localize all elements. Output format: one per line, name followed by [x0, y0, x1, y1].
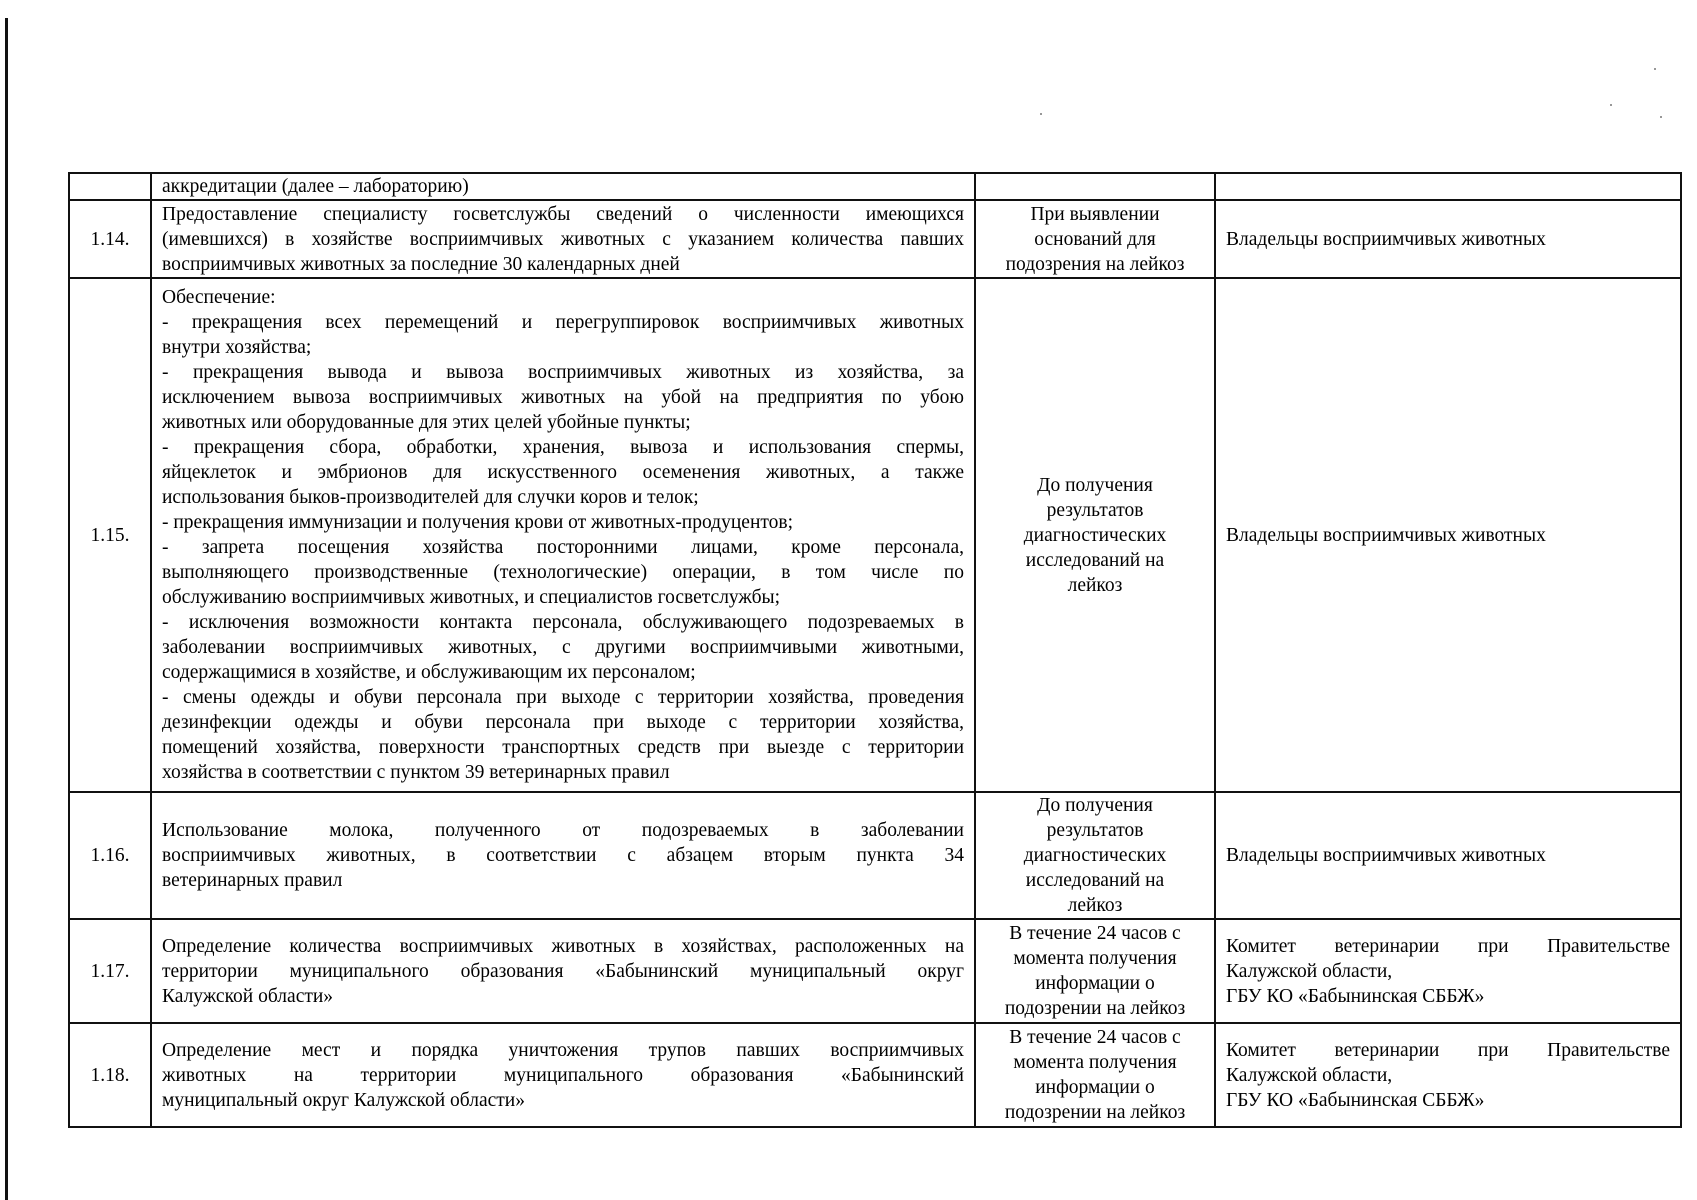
term-text-line: При выявлении: [1030, 203, 1160, 225]
action-text-line: животных на территории муниципального образования «Бабынинский: [162, 1064, 964, 1086]
action-text-line: - прекращения вывода и вывоза восприимчивых животных из хозяйства, за: [162, 362, 964, 383]
item-number: 1.14.: [69, 200, 151, 278]
action-text-line: - прекращения иммунизации и получения крови от животных-продуцентов;: [162, 512, 794, 533]
action-text-line: использования быков-производителей для случки коров и телок;: [162, 487, 699, 508]
responsible-cell: [1215, 1023, 1681, 1127]
action-text-line: (имевшихся) в хозяйстве восприимчивых животных с указанием количества павших: [162, 228, 964, 250]
item-number: 1.16.: [69, 792, 151, 919]
action-text-line: - исключения возможности контакта персонала, обслуживающего подозреваемых в: [162, 612, 964, 633]
responsible-text-line: Комитет ветеринарии при Правительстве: [1226, 1039, 1670, 1061]
action-text-line: животных или оборудованные для этих целей убойные пункты;: [162, 412, 691, 433]
term-text-line: подозрении на лейкоз: [1004, 1102, 1186, 1123]
term-text-line: информации о: [1035, 973, 1155, 994]
term-cell: [975, 792, 1215, 919]
responsible-text-line: Владельцы восприимчивых животных: [1226, 524, 1546, 546]
action-cell: [151, 278, 975, 792]
term-cell: [975, 200, 1215, 278]
action-text-line: обслуживанию восприимчивых животных, и специалистов госветслужбы;: [162, 587, 781, 608]
item-number: 1.18.: [69, 1023, 151, 1127]
responsible-text-line: Владельцы восприимчивых животных: [1226, 228, 1546, 250]
term-text-line: информации о: [1035, 1077, 1155, 1098]
term-text-line: В течение 24 часов с: [1009, 923, 1181, 944]
action-text-line: Обеспечение:: [162, 287, 276, 308]
action-text-line: ветеринарных правил: [162, 870, 343, 891]
action-text-line: Калужской области»: [162, 985, 334, 1007]
action-text-line: восприимчивых животных за последние 30 календарных дней: [162, 253, 680, 275]
action-cell: [151, 200, 975, 278]
responsible-cell: [1215, 173, 1681, 200]
action-text-line: восприимчивых животных, в соответствии с абзацем вторым пункта 34: [162, 845, 964, 866]
action-text-line: заболевании восприимчивых животных, с другими восприимчивыми животными,: [162, 637, 964, 658]
term-text-line: лейкоз: [1067, 895, 1123, 916]
action-cell: [151, 792, 975, 919]
responsible-text-line: ГБУ КО «Бабынинская СББЖ»: [1226, 1089, 1485, 1111]
term-text-line: подозрения на лейкоз: [1005, 253, 1185, 275]
measures-table: [68, 172, 1682, 1128]
action-text-line: помещений хозяйства, поверхности транспортных средств при выезде с территории: [162, 737, 964, 758]
action-text-line: исключением вывоза восприимчивых животных на убой на предприятия по убою: [162, 387, 964, 408]
action-text-line: аккредитации (далее – лабораторию): [162, 176, 469, 197]
responsible-text-line: Комитет ветеринарии при Правительстве: [1226, 935, 1670, 957]
action-cell: [151, 173, 975, 200]
responsible-text-line: Калужской области,: [1226, 1064, 1393, 1086]
term-text-line: лейкоз: [1067, 574, 1123, 596]
action-text-line: внутри хозяйства;: [162, 337, 312, 358]
item-number: 1.17.: [69, 919, 151, 1023]
table-row: [69, 1023, 1681, 1127]
term-text-line: оснований для: [1034, 228, 1156, 250]
term-text-line: диагностических: [1023, 845, 1167, 866]
measures-table-body: [69, 173, 1681, 1127]
action-text-line: муниципальный округ Калужской области»: [162, 1089, 525, 1111]
action-cell: [151, 919, 975, 1023]
term-cell: [975, 1023, 1215, 1127]
action-text-line: - смены одежды и обуви персонала при выходе с территории хозяйства, проведения: [162, 687, 964, 708]
term-text-line: исследований на: [1025, 870, 1165, 891]
term-cell: [975, 278, 1215, 792]
responsible-cell: [1215, 919, 1681, 1023]
item-number: 1.15.: [69, 278, 151, 792]
term-text-line: В течение 24 часов с: [1009, 1027, 1181, 1048]
action-text-line: содержащимися в хозяйстве, и обслуживающим их персоналом;: [162, 662, 696, 683]
action-text-line: - запрета посещения хозяйства посторонними лицами, кроме персонала,: [162, 537, 964, 558]
responsible-cell: [1215, 792, 1681, 919]
term-text-line: До получения: [1037, 795, 1153, 816]
term-text-line: результатов: [1046, 499, 1144, 521]
term-text-line: До получения: [1037, 474, 1153, 496]
action-text-line: территории муниципального образования «Бабынинский муниципальный округ: [162, 960, 964, 982]
action-text-line: Использование молока, полученного от подозреваемых в заболевании: [162, 820, 964, 841]
table-row: [69, 919, 1681, 1023]
responsible-cell: [1215, 200, 1681, 278]
responsible-text-line: Калужской области,: [1226, 960, 1393, 982]
action-text-line: хозяйства в соответствии с пунктом 39 ветеринарных правил: [162, 762, 670, 783]
term-text-line: исследований на: [1025, 549, 1165, 571]
item-number: [69, 173, 151, 200]
scan-edge-line: [5, 18, 8, 1200]
responsible-text-line: Владельцы восприимчивых животных: [1226, 845, 1546, 866]
action-text-line: дезинфекции одежды и обуви персонала при выходе с территории хозяйства,: [162, 712, 964, 733]
action-text-line: - прекращения всех перемещений и перегруппировок восприимчивых животных: [162, 312, 964, 333]
term-cell: [975, 919, 1215, 1023]
table-row: [69, 173, 1681, 200]
action-cell: [151, 1023, 975, 1127]
term-text-line: результатов: [1046, 820, 1144, 841]
responsible-text-line: ГБУ КО «Бабынинская СББЖ»: [1226, 985, 1485, 1007]
term-text-line: момента получения: [1013, 1052, 1177, 1073]
table-row: [69, 200, 1681, 278]
term-text-line: момента получения: [1013, 948, 1177, 969]
term-text-line: подозрении на лейкоз: [1004, 998, 1186, 1019]
table-row: [69, 278, 1681, 792]
responsible-cell: [1215, 278, 1681, 792]
action-text-line: - прекращения сбора, обработки, хранения, вывоза и использования спермы,: [162, 437, 964, 458]
action-text-line: Предоставление специалисту госветслужбы сведений о численности имеющихся: [162, 203, 964, 225]
term-cell: [975, 173, 1215, 200]
term-text-line: диагностических: [1023, 524, 1167, 546]
action-text-line: выполняющего производственные (технологические) операции, в том числе по: [162, 562, 964, 583]
table-row: [69, 792, 1681, 919]
action-text-line: Определение мест и порядка уничтожения трупов павших восприимчивых: [162, 1039, 964, 1061]
action-text-line: Определение количества восприимчивых животных в хозяйствах, расположенных на: [162, 935, 964, 957]
action-text-line: яйцеклеток и эмбрионов для искусственного осеменения животных, а также: [162, 462, 964, 483]
